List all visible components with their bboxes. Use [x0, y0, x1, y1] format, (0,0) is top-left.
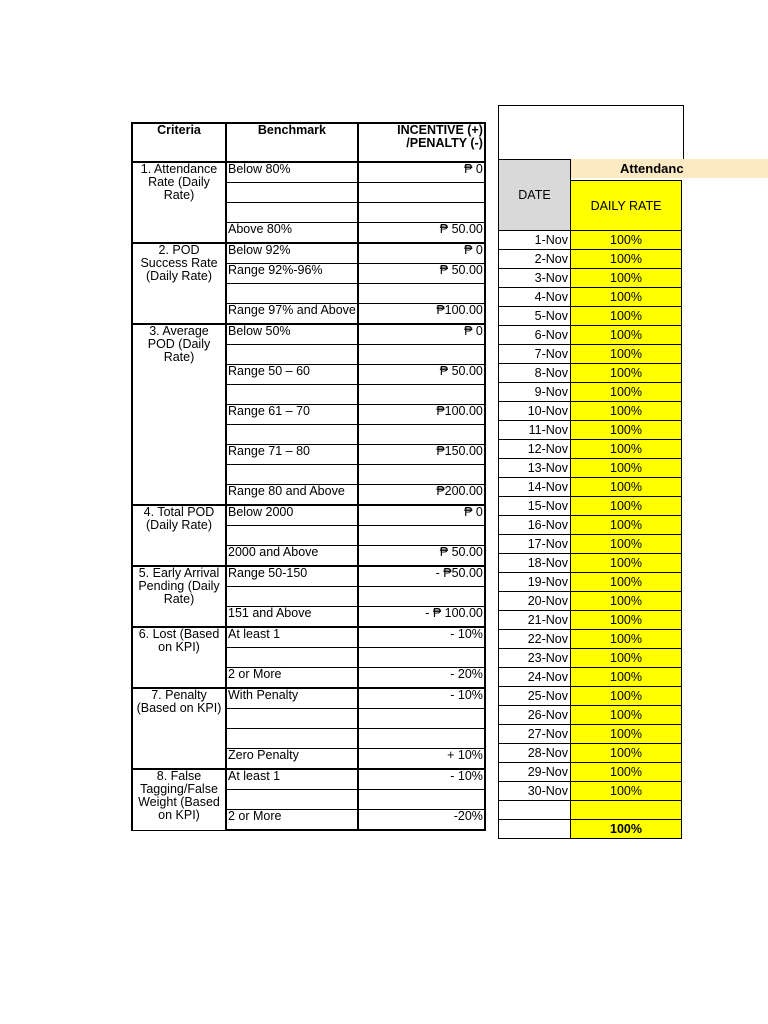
criteria-cell: 7. Penalty (Based on KPI) [132, 688, 226, 769]
attendance-date-cell: 6-Nov [499, 326, 571, 345]
incentive-value-cell [358, 385, 485, 405]
attendance-rate-cell: 100% [571, 231, 682, 250]
attendance-title: Attendanc [620, 161, 684, 176]
incentive-value-cell: ₱ 50.00 [358, 264, 485, 284]
attendance-rate-cell: 100% [571, 592, 682, 611]
attendance-date-cell: 1-Nov [499, 231, 571, 250]
attendance-rate-cell: 100% [571, 744, 682, 763]
benchmark-cell [226, 526, 358, 546]
incentive-value-cell: -20% [358, 810, 485, 831]
incentive-value-cell: ₱100.00 [358, 405, 485, 425]
incentive-value-cell: ₱ 50.00 [358, 546, 485, 567]
benchmark-cell: At least 1 [226, 769, 358, 790]
attendance-row [499, 364, 682, 383]
benchmark-cell [226, 587, 358, 607]
benchmark-cell [226, 284, 358, 304]
incentive-value-cell [358, 729, 485, 749]
incentive-value-cell: ₱ 50.00 [358, 365, 485, 385]
attendance-date-cell: 7-Nov [499, 345, 571, 364]
criteria-cell: 8. False Tagging/False Weight (Based on KPI) [132, 769, 226, 830]
attendance-date-cell: 28-Nov [499, 744, 571, 763]
attendance-date-cell: 5-Nov [499, 307, 571, 326]
attendance-date-cell: 23-Nov [499, 649, 571, 668]
incentive-value-cell [358, 709, 485, 729]
incentive-value-cell: ₱ 50.00 [358, 223, 485, 244]
attendance-rate-cell: 100% [571, 383, 682, 402]
attendance-date-cell: 11-Nov [499, 421, 571, 440]
incentive-value-cell: ₱ 0 [358, 243, 485, 264]
attendance-date-cell: 14-Nov [499, 478, 571, 497]
attendance-row [499, 668, 682, 687]
attendance-row [499, 706, 682, 725]
attendance-date-cell: 9-Nov [499, 383, 571, 402]
incentive-value-cell [358, 526, 485, 546]
attendance-date-cell: 3-Nov [499, 269, 571, 288]
attendance-row [499, 516, 682, 535]
attendance-rate-cell: 100% [571, 573, 682, 592]
attendance-row [499, 440, 682, 459]
attendance-rate-cell: 100% [571, 725, 682, 744]
benchmark-cell: Below 2000 [226, 505, 358, 526]
benchmark-cell: Range 92%-96% [226, 264, 358, 284]
attendance-row [499, 421, 682, 440]
attendance-body [499, 160, 682, 839]
benchmark-cell: Above 80% [226, 223, 358, 244]
incentive-value-cell: ₱150.00 [358, 445, 485, 465]
incentive-value-cell: + 10% [358, 749, 485, 770]
attendance-date-cell: 24-Nov [499, 668, 571, 687]
attendance-rate-cell: 100% [571, 611, 682, 630]
criteria-cell: 1. Attendance Rate (Daily Rate) [132, 162, 226, 243]
benchmark-cell: Range 50 – 60 [226, 365, 358, 385]
benchmark-cell: Zero Penalty [226, 749, 358, 770]
attendance-rate-cell [571, 801, 682, 820]
attendance-rate-cell: 100% [571, 478, 682, 497]
attendance-date-cell: 10-Nov [499, 402, 571, 421]
benchmark-cell: 2000 and Above [226, 546, 358, 567]
criteria-row [132, 243, 485, 264]
attendance-date-cell: 16-Nov [499, 516, 571, 535]
attendance-row [499, 307, 682, 326]
attendance-top-box [498, 105, 684, 159]
incentive-value-cell: ₱ 0 [358, 505, 485, 526]
attendance-row [499, 269, 682, 288]
attendance-date-cell: 21-Nov [499, 611, 571, 630]
attendance-rate-cell: 100% [571, 763, 682, 782]
attendance-row [499, 497, 682, 516]
benchmark-cell: Range 71 – 80 [226, 445, 358, 465]
attendance-date-cell: 8-Nov [499, 364, 571, 383]
attendance-row [499, 231, 682, 250]
date-header: DATE [499, 160, 571, 231]
benchmark-cell: Below 50% [226, 324, 358, 345]
attendance-row [499, 478, 682, 497]
attendance-date-cell: 26-Nov [499, 706, 571, 725]
benchmark-cell: Range 61 – 70 [226, 405, 358, 425]
daily-rate-header: DAILY RATE [571, 181, 682, 231]
attendance-rate-cell: 100% [571, 364, 682, 383]
incentive-value-cell: - 10% [358, 627, 485, 648]
attendance-date-cell: 19-Nov [499, 573, 571, 592]
attendance-row [499, 573, 682, 592]
attendance-title-cell [571, 160, 682, 181]
benchmark-cell [226, 790, 358, 810]
incentive-header-line2: /PENALTY (-) [406, 136, 483, 150]
criteria-row [132, 566, 485, 587]
benchmark-cell: Range 50-150 [226, 566, 358, 587]
attendance-rate-cell: 100% [571, 649, 682, 668]
attendance-row [499, 744, 682, 763]
attendance-rate-cell: 100% [571, 687, 682, 706]
benchmark-cell: Range 97% and Above [226, 304, 358, 325]
attendance-row [499, 801, 682, 820]
benchmark-cell [226, 709, 358, 729]
benchmark-cell [226, 385, 358, 405]
benchmark-cell: Below 92% [226, 243, 358, 264]
criteria-row [132, 769, 485, 790]
benchmark-cell [226, 648, 358, 668]
criteria-cell: 2. POD Success Rate (Daily Rate) [132, 243, 226, 324]
criteria-row [132, 627, 485, 648]
incentive-value-cell [358, 465, 485, 485]
attendance-rate-cell: 100% [571, 706, 682, 725]
attendance-rate-cell: 100% [571, 668, 682, 687]
attendance-date-cell [499, 801, 571, 820]
benchmark-cell [226, 425, 358, 445]
benchmark-cell: Range 80 and Above [226, 485, 358, 506]
benchmark-cell: 2 or More [226, 810, 358, 831]
attendance-rate-cell: 100% [571, 307, 682, 326]
attendance-date-cell: 30-Nov [499, 782, 571, 801]
benchmark-cell: 151 and Above [226, 607, 358, 628]
incentive-value-cell [358, 203, 485, 223]
attendance-rate-cell: 100% [571, 516, 682, 535]
attendance-row [499, 459, 682, 478]
incentive-value-cell [358, 648, 485, 668]
attendance-date-cell: 4-Nov [499, 288, 571, 307]
attendance-row [499, 288, 682, 307]
incentive-value-cell: - 20% [358, 668, 485, 689]
attendance-header-row-1 [499, 160, 682, 181]
attendance-rate-cell: 100% [571, 269, 682, 288]
attendance-rate-cell: 100% [571, 459, 682, 478]
criteria-header: Criteria [132, 123, 226, 162]
attendance-rate-cell: 100% [571, 554, 682, 573]
attendance-date-cell: 18-Nov [499, 554, 571, 573]
attendance-date-cell: 20-Nov [499, 592, 571, 611]
incentive-value-cell: ₱200.00 [358, 485, 485, 506]
incentive-penalty-header [358, 123, 485, 162]
criteria-header-row [132, 123, 485, 162]
incentive-value-cell: - ₱ 100.00 [358, 607, 485, 628]
attendance-row [499, 383, 682, 402]
incentive-value-cell: - ₱50.00 [358, 566, 485, 587]
attendance-row [499, 535, 682, 554]
attendance-row [499, 554, 682, 573]
attendance-panel [498, 105, 768, 845]
benchmark-cell [226, 183, 358, 203]
benchmark-cell [226, 203, 358, 223]
attendance-rate-cell: 100% [571, 402, 682, 421]
attendance-date-cell: 12-Nov [499, 440, 571, 459]
criteria-row [132, 324, 485, 345]
attendance-row [499, 630, 682, 649]
incentive-value-cell [358, 425, 485, 445]
benchmark-cell [226, 465, 358, 485]
attendance-date-cell: 17-Nov [499, 535, 571, 554]
attendance-rate-cell: 100% [571, 535, 682, 554]
attendance-row [499, 250, 682, 269]
attendance-date-cell: 2-Nov [499, 250, 571, 269]
incentive-value-cell [358, 790, 485, 810]
benchmark-header: Benchmark [226, 123, 358, 162]
attendance-rate-cell: 100% [571, 250, 682, 269]
criteria-row [132, 162, 485, 183]
attendance-rate-cell: 100% [571, 782, 682, 801]
attendance-rate-cell: 100% [571, 497, 682, 516]
incentive-header-line1: INCENTIVE (+) [397, 123, 483, 137]
attendance-rate-cell: 100% [571, 345, 682, 364]
incentive-value-cell [358, 284, 485, 304]
attendance-date-cell: 27-Nov [499, 725, 571, 744]
benchmark-cell: At least 1 [226, 627, 358, 648]
incentive-value-cell: ₱ 0 [358, 162, 485, 183]
attendance-row [499, 649, 682, 668]
attendance-row [499, 763, 682, 782]
criteria-cell: 5. Early Arrival Pending (Daily Rate) [132, 566, 226, 627]
criteria-cell: 6. Lost (Based on KPI) [132, 627, 226, 688]
attendance-row [499, 725, 682, 744]
benchmark-cell: With Penalty [226, 688, 358, 709]
benchmark-cell [226, 345, 358, 365]
incentive-value-cell: - 10% [358, 688, 485, 709]
incentive-value-cell [358, 183, 485, 203]
attendance-row [499, 782, 682, 801]
attendance-date-cell: 15-Nov [499, 497, 571, 516]
criteria-row [132, 688, 485, 709]
attendance-table [498, 159, 682, 839]
criteria-cell: 3. Average POD (Daily Rate) [132, 324, 226, 505]
attendance-date-cell: 13-Nov [499, 459, 571, 478]
attendance-rate-cell: 100% [571, 288, 682, 307]
attendance-row [499, 687, 682, 706]
attendance-rate-cell: 100% [571, 630, 682, 649]
incentive-value-cell: ₱100.00 [358, 304, 485, 325]
benchmark-cell [226, 729, 358, 749]
attendance-rate-cell: 100% [571, 421, 682, 440]
incentive-value-cell: - 10% [358, 769, 485, 790]
attendance-row [499, 592, 682, 611]
incentive-value-cell: ₱ 0 [358, 324, 485, 345]
attendance-total-rate: 100% [571, 820, 682, 839]
attendance-date-cell: 29-Nov [499, 763, 571, 782]
criteria-row [132, 505, 485, 526]
attendance-row [499, 402, 682, 421]
attendance-total-label-cell [499, 820, 571, 839]
incentive-criteria-table [131, 122, 486, 831]
criteria-body [132, 162, 485, 830]
attendance-rate-cell: 100% [571, 440, 682, 459]
attendance-row [499, 326, 682, 345]
attendance-row [499, 345, 682, 364]
criteria-cell: 4. Total POD (Daily Rate) [132, 505, 226, 566]
attendance-date-cell: 25-Nov [499, 687, 571, 706]
benchmark-cell: 2 or More [226, 668, 358, 689]
incentive-value-cell [358, 345, 485, 365]
attendance-total-row [499, 820, 682, 839]
attendance-date-cell: 22-Nov [499, 630, 571, 649]
attendance-row [499, 611, 682, 630]
benchmark-cell: Below 80% [226, 162, 358, 183]
attendance-rate-cell: 100% [571, 326, 682, 345]
incentive-value-cell [358, 587, 485, 607]
